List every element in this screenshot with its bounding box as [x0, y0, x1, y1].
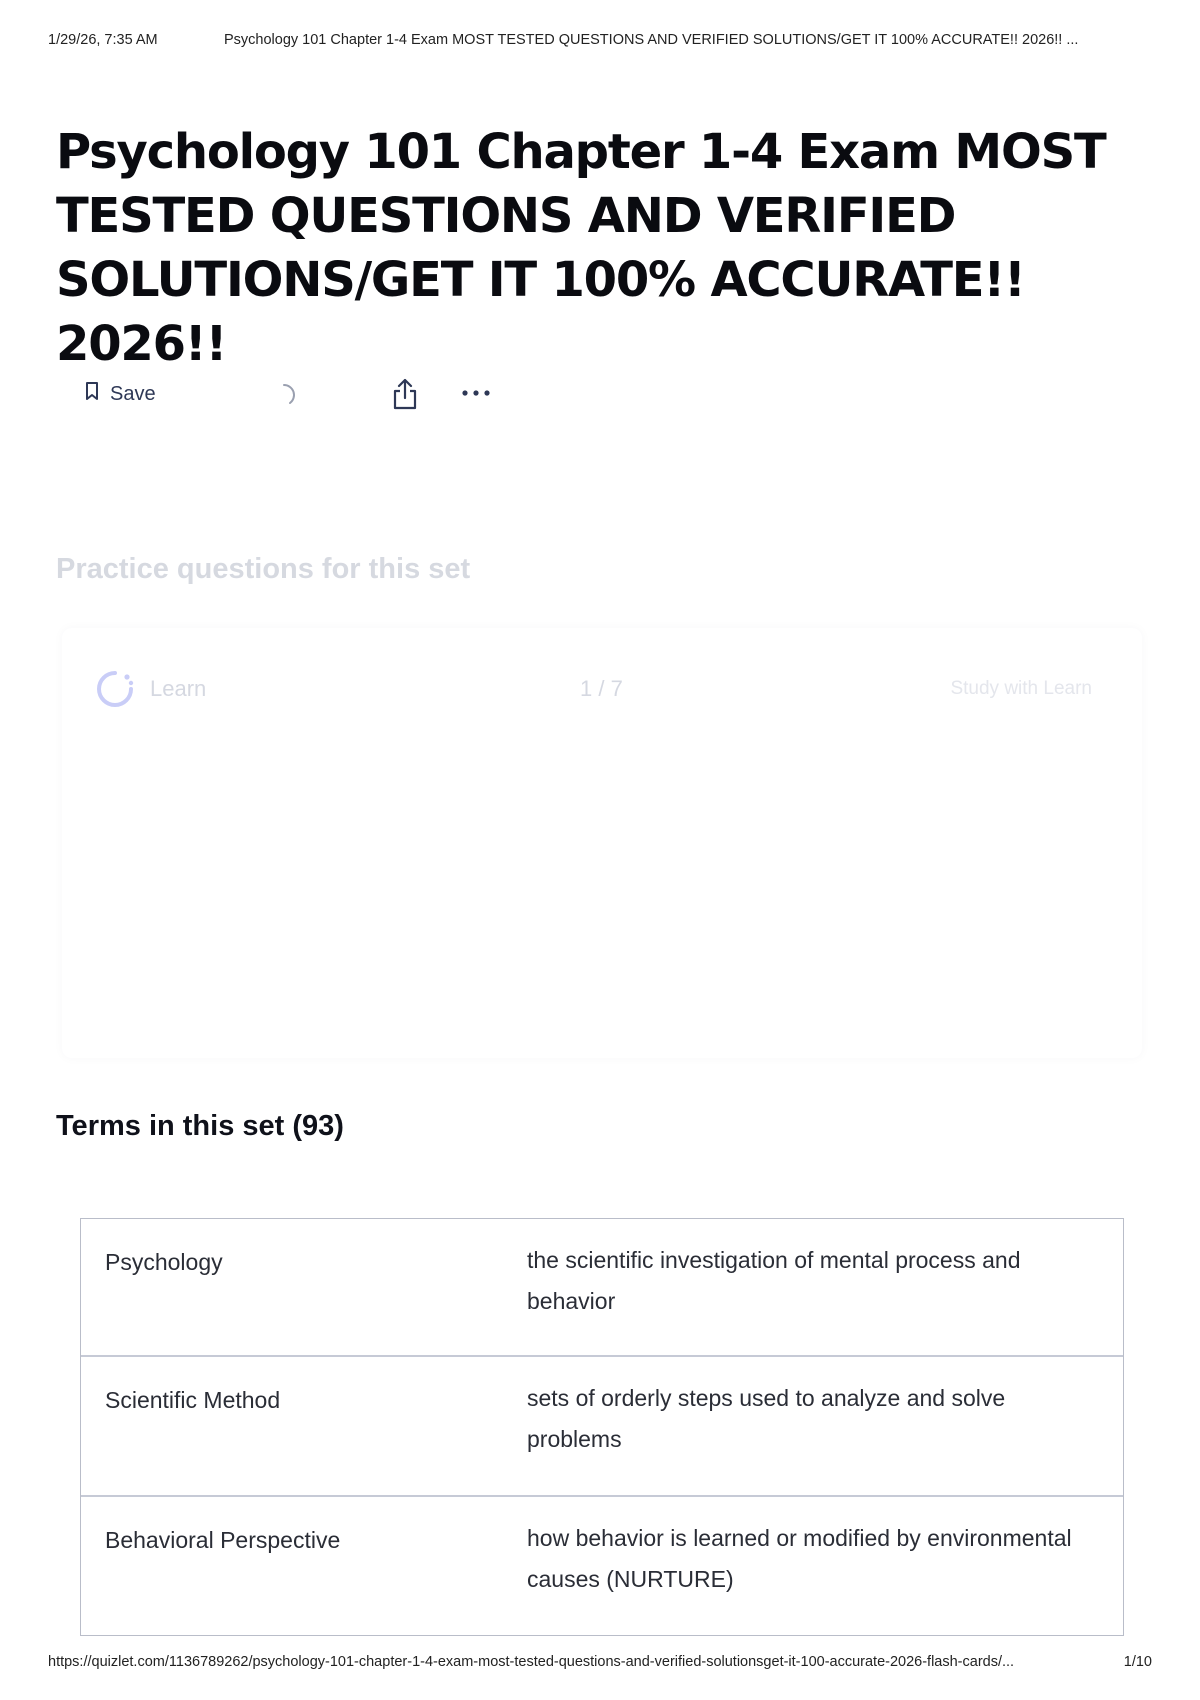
- practice-card: [62, 628, 1142, 1058]
- bookmark-icon: [84, 381, 100, 407]
- save-button[interactable]: [84, 381, 156, 407]
- study-with-learn-link[interactable]: Study with Learn: [950, 678, 1092, 699]
- learn-icon: [94, 668, 136, 715]
- print-page-number: 1/10: [1123, 1654, 1152, 1670]
- practice-section-title: Practice questions for this set: [56, 553, 471, 585]
- page-title: Psychology 101 Chapter 1-4 Exam MOST TESTED QUESTIONS AND VERIFIED SOLUTIONS/GET IT 100% ACCURATE!! 2026!!: [56, 124, 1106, 372]
- print-document-title: Psychology 101 Chapter 1-4 Exam MOST TESTED QUESTIONS AND VERIFIED SOLUTIONS/GET IT 100% ACCURATE!! 2026!! ...: [224, 32, 1079, 48]
- learn-label: Learn: [150, 676, 207, 701]
- loading-spinner-icon: [270, 381, 298, 414]
- share-icon[interactable]: [390, 377, 420, 416]
- definition-text: how behavior is learned or modified by environmental causes (NURTURE): [527, 1525, 1072, 1592]
- more-icon[interactable]: [461, 385, 491, 403]
- term-row: [81, 1357, 1123, 1497]
- definition-text: sets of orderly steps used to analyze and solve problems: [527, 1385, 1006, 1452]
- print-footer: [48, 1654, 1152, 1676]
- term-text: Psychology: [105, 1249, 223, 1275]
- print-url: https://quizlet.com/1136789262/psychology-101-chapter-1-4-exam-most-tested-questions-and-verified-solutionsget-it-100-accurate-2026-flash-cards/...: [48, 1654, 1015, 1670]
- terms-table: [80, 1218, 1124, 1636]
- term-row: [81, 1497, 1123, 1635]
- terms-section-title: Terms in this set (93): [56, 1110, 344, 1142]
- term-row: [81, 1219, 1123, 1357]
- print-date: 1/29/26, 7:35 AM: [48, 32, 158, 48]
- definition-text: the scientific investigation of mental process and behavior: [527, 1247, 1021, 1314]
- save-label: Save: [110, 382, 156, 405]
- term-text: Scientific Method: [105, 1387, 281, 1413]
- term-text: Behavioral Perspective: [105, 1527, 341, 1553]
- practice-progress: 1 / 7: [580, 676, 623, 701]
- print-header: [48, 32, 1152, 54]
